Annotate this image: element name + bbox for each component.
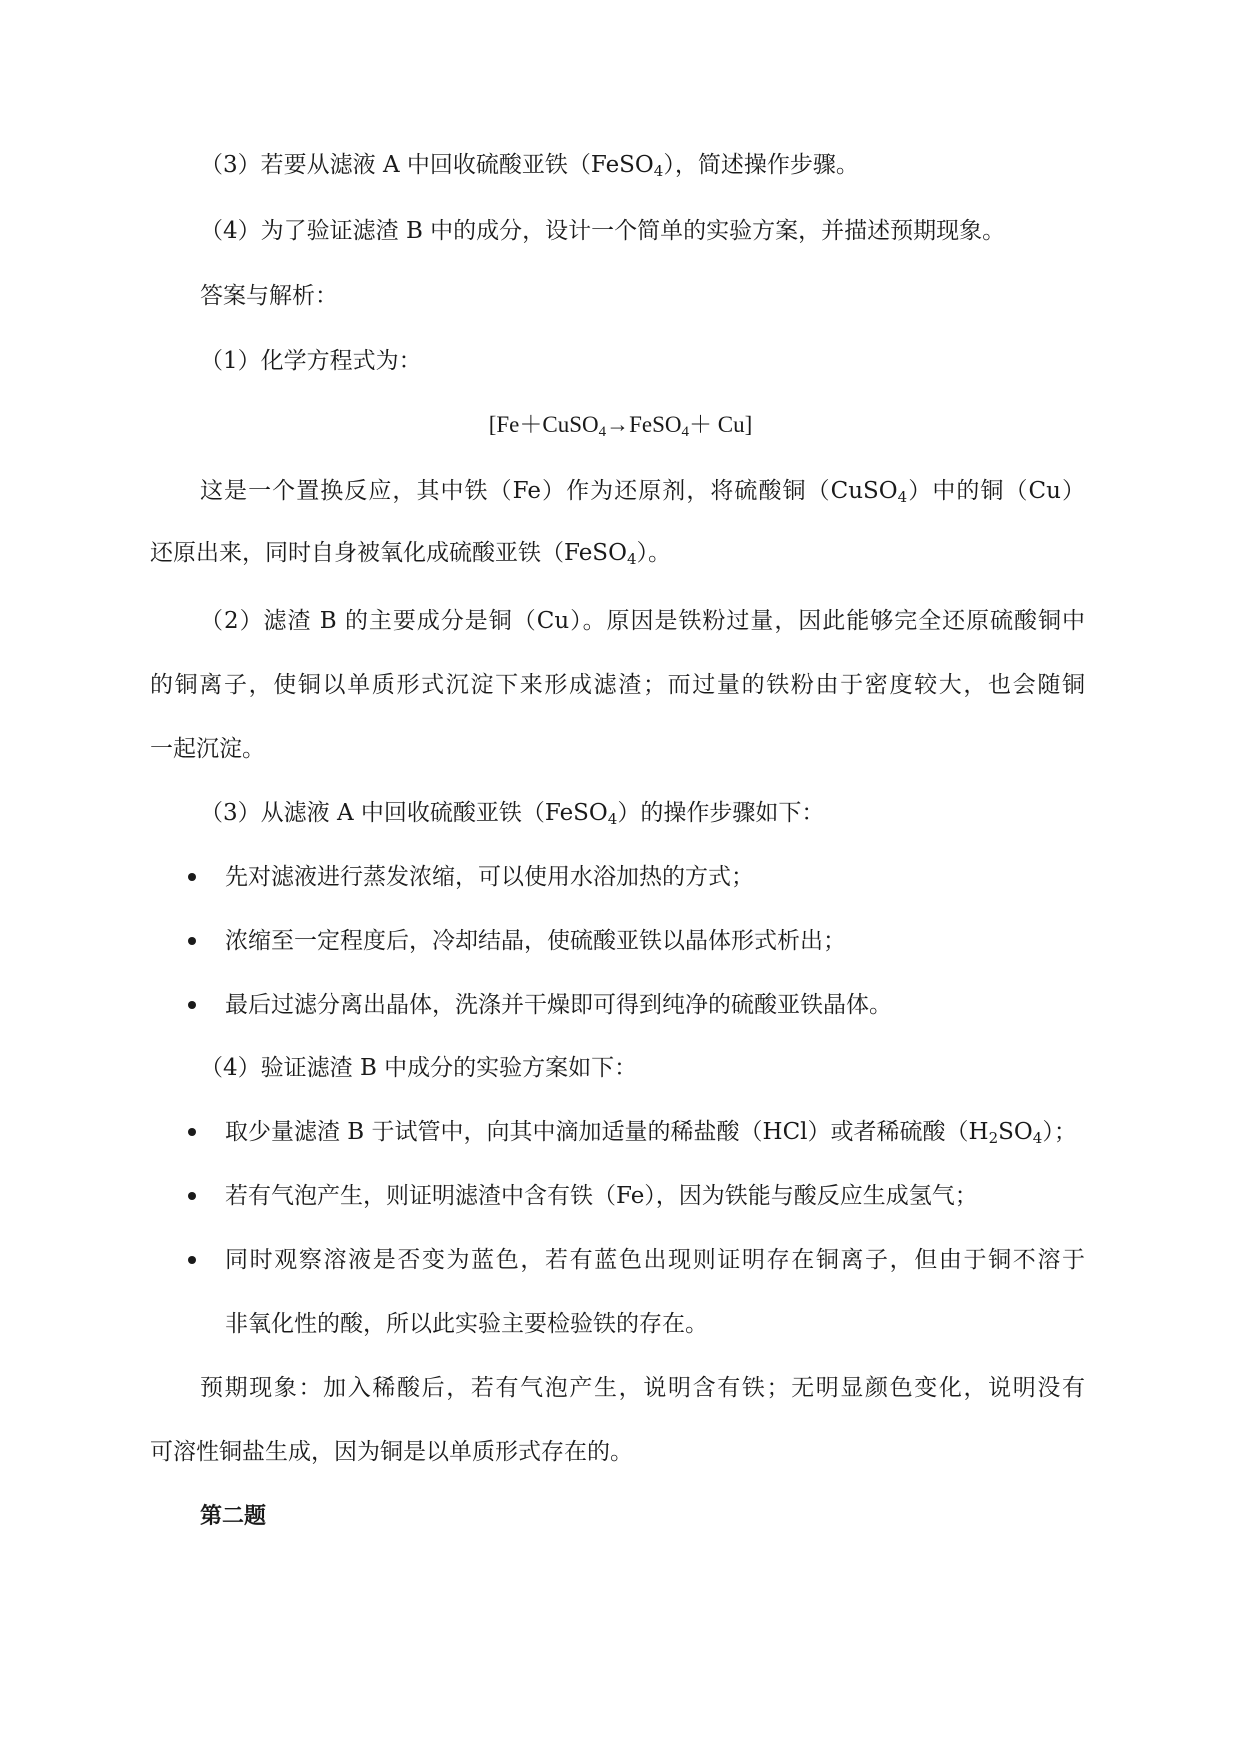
section-title: 第二题 [200,1504,267,1529]
expected-phenomenon-line-2: 可溶性铜盐生成，因为铜是以单质形式存在的。 [150,1439,633,1465]
a4-step1-sub1: 2 [988,1129,999,1147]
eq-sub-1: 4 [598,424,607,440]
q3-subscript: 4 [653,162,664,180]
expected-phenomenon-line-1 [150,1373,1085,1403]
answer-2-line-1 [150,606,1085,636]
answer-1-explanation-line-1 [150,476,1085,506]
a1-exp1-a: 这是一个置换反应，其中铁（Fe）作为还原剂，将硫酸铜（CuSO [200,478,898,504]
answer-4-step-2: 若有气泡产生，则证明滤渣中含有铁（Fe），因为铁能与酸反应生成氢气； [225,1183,978,1209]
answer-1-explanation-line-2 [150,538,671,568]
expected-line1-text: 预期现象：加入稀酸后，若有气泡产生，说明含有铁；无明显颜色变化，说明没有 [200,1375,1085,1401]
bullet-icon [188,1001,196,1009]
bullet-icon [188,1256,196,1264]
answer-3-step-2: 浓缩至一定程度后，冷却结晶，使硫酸亚铁以晶体形式析出； [225,928,846,954]
answer-4-step-3-line-2: 非氧化性的酸，所以此实验主要检验铁的存在。 [225,1311,708,1337]
q3-text-a: （3）若要从滤液 A 中回收硫酸亚铁（FeSO [200,152,654,178]
a4-step1-a: 取少量滤渣 B 于试管中，向其中滴加适量的稀盐酸（HCl）或者稀硫酸（H [225,1119,989,1145]
a3-label-a: （3）从滤液 A 中回收硫酸亚铁（FeSO [200,800,608,826]
eq-part-2: →FeSO [606,412,682,437]
answer-3-step-3: 最后过滤分离出晶体，洗涤并干燥即可得到纯净的硫酸亚铁晶体。 [225,992,892,1018]
bullet-icon [188,937,196,945]
a1-exp2-a: 还原出来，同时自身被氧化成硫酸亚铁（FeSO [150,540,627,566]
q3-text-b: ），简述操作步骤。 [663,152,859,178]
answer-4-label: （4）验证滤渣 B 中成分的实验方案如下： [200,1055,638,1081]
a1-exp2-b: ）。 [636,540,671,566]
eq-part-1: [Fe＋CuSO [488,412,599,437]
a1-exp2-sub: 4 [626,550,637,568]
a2-line1-text: （2）滤渣 B 的主要成分是铜（Cu）。原因是铁粉过量，因此能够完全还原硫酸铜中 [200,608,1085,634]
question-3 [200,150,859,180]
answer-3-step-1: 先对滤液进行蒸发浓缩，可以使用水浴加热的方式； [225,864,754,890]
a4-step1-sub2: 4 [1032,1129,1043,1147]
answer-2-line-3: 一起沉淀。 [150,736,265,762]
chemical-equation [0,410,1241,440]
eq-sub-2: 4 [681,424,690,440]
bullet-icon [188,873,196,881]
answer-heading: 答案与解析： [200,283,338,309]
a3-label-sub: 4 [607,810,618,828]
answer-3-label [200,798,824,828]
a1-exp1-sub: 4 [897,488,908,506]
answer-2-line-2: 的铜离子，使铜以单质形式沉淀下来形成滤渣；而过量的铁粉由于密度较大，也会随铜 [150,672,1085,698]
answer-4-step-1 [225,1117,1077,1147]
a3-label-b: ）的操作步骤如下： [617,800,825,826]
answer-4-step-3-line-1: 同时观察溶液是否变为蓝色，若有蓝色出现则证明存在铜离子，但由于铜不溶于 [225,1247,1085,1273]
answer-1-label: （1）化学方程式为： [200,348,422,374]
question-4: （4）为了验证滤渣 B 中的成分，设计一个简单的实验方案，并描述预期现象。 [200,218,1006,244]
bullet-icon [188,1192,196,1200]
eq-part-3: ＋ Cu] [689,412,753,437]
a4-step1-m: SO [998,1119,1033,1145]
bullet-icon [188,1128,196,1136]
a4-step1-b: ）； [1042,1119,1077,1145]
a1-exp1-b: ）中的铜（Cu） [907,478,1085,504]
